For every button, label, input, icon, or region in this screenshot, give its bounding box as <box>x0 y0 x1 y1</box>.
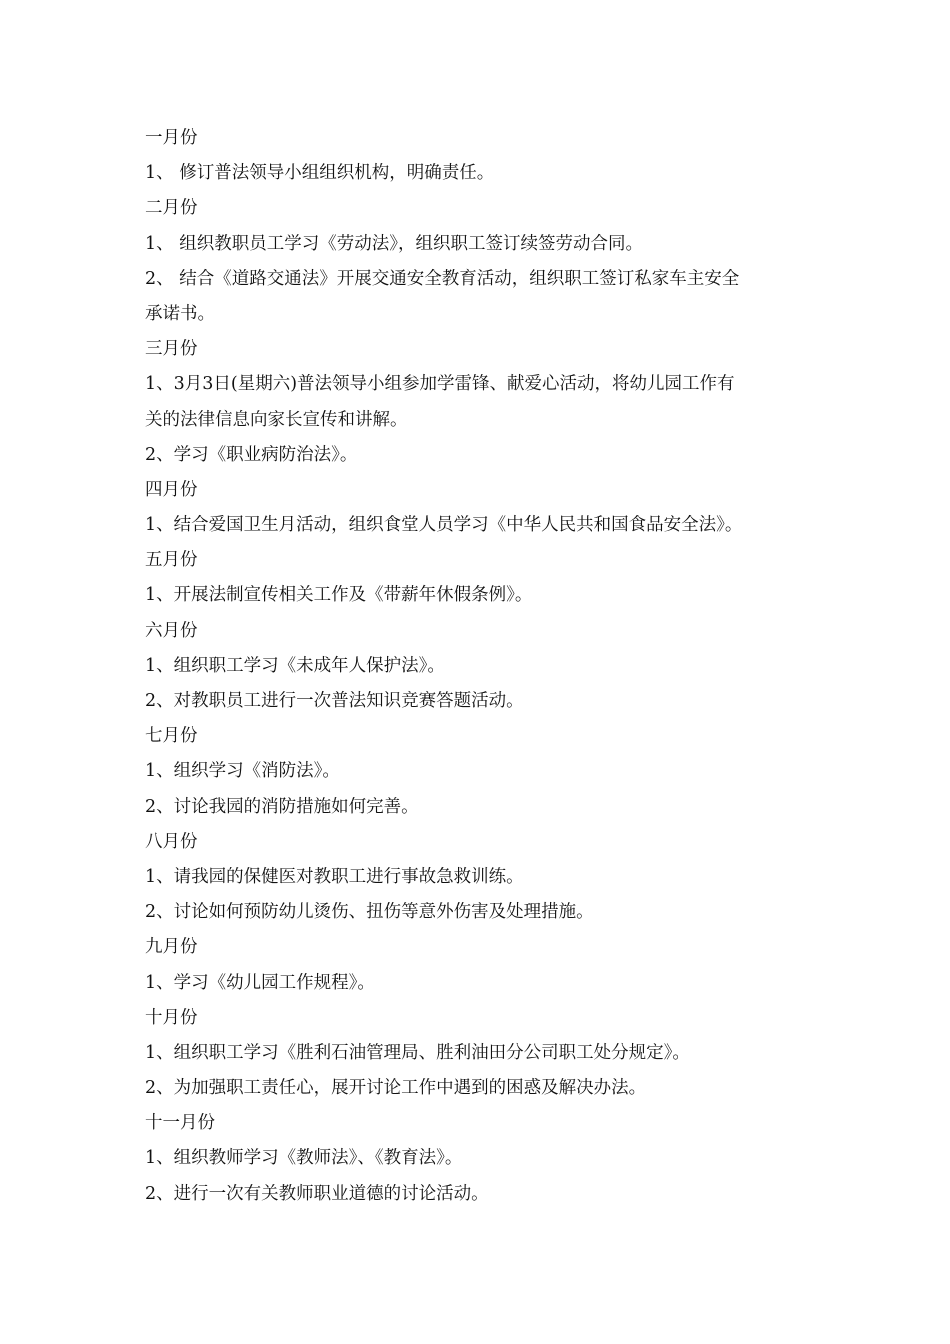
month-heading-march: 三月份 <box>145 339 198 360</box>
january-item-1: 1、 修订普法领导小组组织机构，明确责任。 <box>145 163 495 184</box>
june-item-1: 1、组织职工学习《未成年人保护法》。 <box>145 655 445 676</box>
february-item-2-line-1: 2、 结合《道路交通法》开展交通安全教育活动，组织职工签订私家车主安全 <box>145 268 740 289</box>
march-item-1-line-2: 关的法律信息向家长宣传和讲解。 <box>145 409 408 430</box>
month-heading-august: 八月份 <box>145 831 198 852</box>
march-item-1-line-1: 1、3月3日(星期六)普法领导小组参加学雷锋、献爱心活动，将幼儿园工作有 <box>145 374 735 395</box>
month-heading-october: 十月份 <box>145 1007 198 1028</box>
february-item-2-line-2: 承诺书。 <box>145 303 215 324</box>
october-item-1: 1、组织职工学习《胜利石油管理局、胜利油田分公司职工处分规定》。 <box>145 1042 690 1063</box>
month-heading-april: 四月份 <box>145 479 198 500</box>
month-heading-november: 十一月份 <box>145 1113 215 1134</box>
may-item-1: 1、开展法制宣传相关工作及《带薪年休假条例》。 <box>145 585 533 606</box>
october-item-2: 2、为加强职工责任心，展开讨论工作中遇到的困惑及解决办法。 <box>145 1078 647 1099</box>
month-heading-january: 一月份 <box>145 128 198 148</box>
august-item-1: 1、请我园的保健医对教职工进行事故急救训练。 <box>145 866 524 887</box>
july-item-2: 2、讨论我园的消防措施如何完善。 <box>145 796 419 817</box>
november-item-1: 1、组织教师学习《教师法》、《教育法》。 <box>145 1148 463 1169</box>
july-item-1: 1、组织学习《消防法》。 <box>145 761 340 782</box>
month-heading-may: 五月份 <box>145 550 198 571</box>
month-heading-september: 九月份 <box>145 937 198 958</box>
february-item-1: 1、 组织教职员工学习《劳动法》，组织职工签订续签劳动合同。 <box>145 233 643 254</box>
march-item-2: 2、学习《职业病防治法》。 <box>145 444 358 465</box>
april-item-1: 1、结合爱国卫生月活动，组织食堂人员学习《中华人民共和国食品安全法》。 <box>145 515 743 536</box>
august-item-2: 2、讨论如何预防幼儿烫伤、扭伤等意外伤害及处理措施。 <box>145 902 594 923</box>
september-item-1: 1、学习《幼儿园工作规程》。 <box>145 972 375 993</box>
november-item-2: 2、进行一次有关教师职业道德的讨论活动。 <box>145 1183 489 1204</box>
month-heading-february: 二月份 <box>145 198 198 219</box>
june-item-2: 2、对教职员工进行一次普法知识竞赛答题活动。 <box>145 691 524 711</box>
month-heading-june: 六月份 <box>145 620 198 641</box>
document-body <box>145 121 813 1212</box>
month-heading-july: 七月份 <box>145 726 198 747</box>
